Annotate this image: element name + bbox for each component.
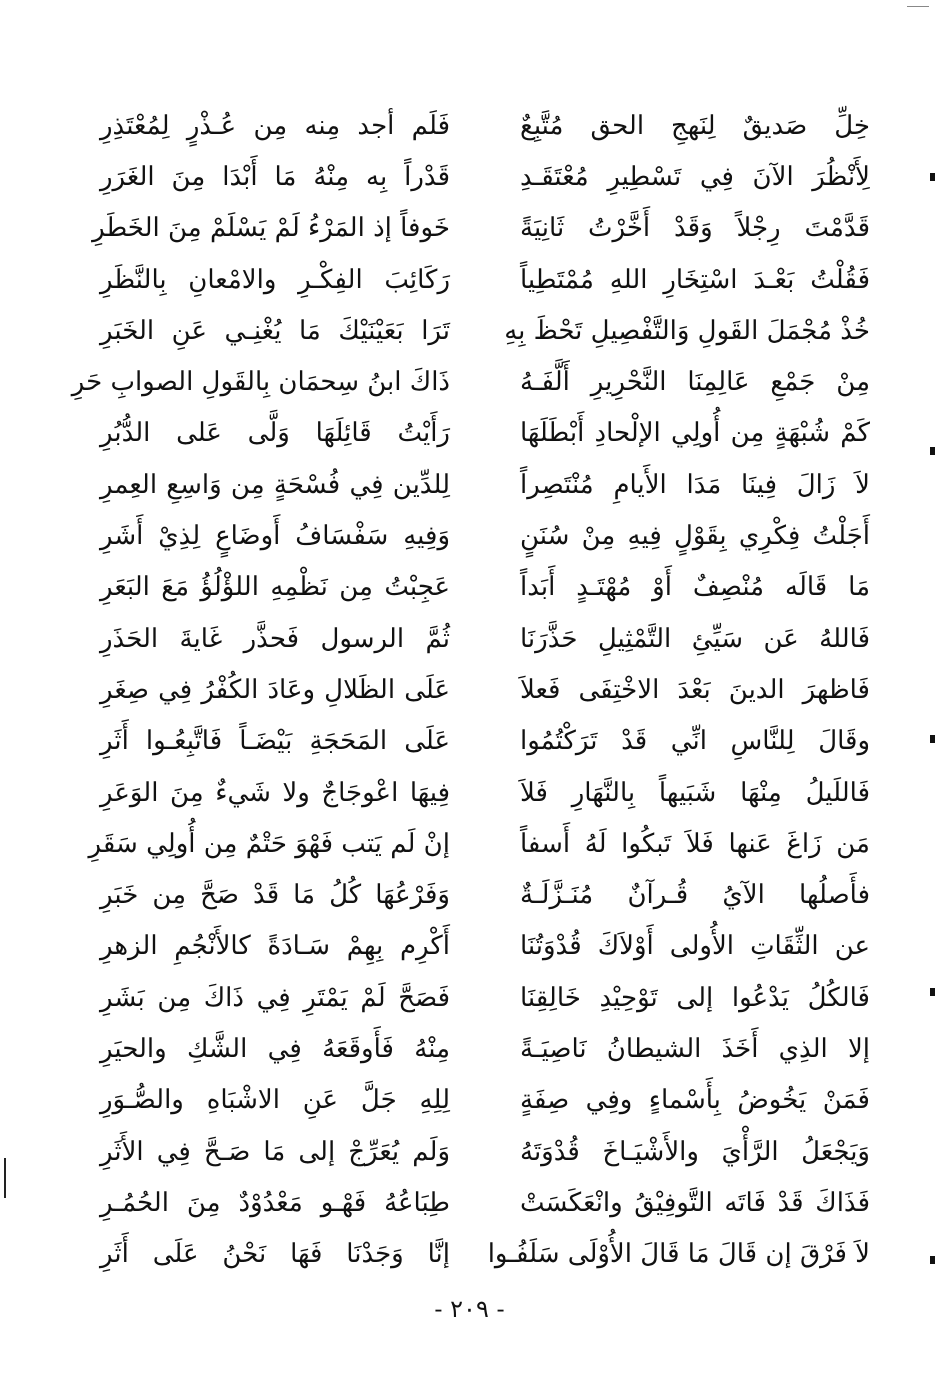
verse-right-hemistich: فَاللَيلُ مِنْهَا شَبَيهاً بِالنَّهَارِ فَلاَ <box>520 777 870 808</box>
verse-line <box>100 562 870 613</box>
verse-right-hemistich: أَجَلْتُ فِكْرِي بِقَوْلٍ فِيهِ مِنْ سُنَنٍ <box>520 521 870 552</box>
verse-left-hemistich: رَأَيْتُ قَائِلَهَا وَلَّى عَلى الدُّبُرِ <box>100 418 450 449</box>
verse-right-hemistich: فَاظهرَ الدينَ بَعْدَ الاخْتِفَى فَعلاَ <box>520 674 870 705</box>
verse-left-hemistich: ثُمَّ الرسول فَحذَّر غَايةَ الحَذَرِ <box>100 623 450 654</box>
scan-edge-mark <box>907 6 929 8</box>
verse-left-hemistich: ذَاكَ ابنُ سِحمَان بِالقَولِ الصوابِ حَرِ <box>71 367 450 398</box>
verse-left-hemistich: قَدْراً بِه مِنْهُ مَا أَبْدَا مِنَ الغَرَرِ <box>100 161 450 192</box>
page-number: - ٢٠٩ - <box>434 1295 505 1323</box>
verse-right-hemistich: فَالكُلُ يَدْعُوا إلى تَوْحِيْدِ خَالِقِنَا <box>520 982 870 1013</box>
verse-line <box>100 305 870 356</box>
verse-left-hemistich: فَلَم أجد مِنه مِن عُـذْرٍ لِمُعْتَذِرِ <box>100 110 450 141</box>
verse-line <box>100 1075 870 1126</box>
verse-left-hemistich: أَكْرِم بِهِمْ سَـادَةً كالأَنْجُمِ الزهرِ <box>100 931 450 962</box>
verse-left-hemistich: طِبَاعُهُ فَهْـو مَعْدُوْدٌ مِنَ الحُمُـرِ <box>100 1187 450 1218</box>
margin-dot <box>930 988 935 996</box>
verse-right-hemistich: وقَالَ لِلنَّاسِ انِّي قَدْ تَرَكْتُمُوا <box>520 726 870 757</box>
verse-left-hemistich: عَلَى المَحَجَةِ بَيْضَـاً فَاتَّبِعُـوا أَثَرِ <box>100 726 450 757</box>
verse-line <box>100 510 870 561</box>
verse-left-hemistich: رَكَائِبَ الفِكْـرِ والامْعانِ بِالنَّظَرِ <box>100 264 450 295</box>
verse-left-hemistich: وَلَم يُعَرِّجْ إلى مَا صَـحَّ فِي الأَثَرِ <box>100 1136 450 1167</box>
verse-line <box>100 100 870 151</box>
verse-right-hemistich: فَذَاكَ قَدْ فَاتَه التَّوفِيْقُ وانْعَكَسَتْ <box>520 1187 870 1218</box>
verse-left-hemistich: إنْ لَم يَتب فَهْوَ حَتْمٌ مِن أُولِي سَقَرِ <box>88 828 450 859</box>
verse-right-hemistich: فَمَنْ يَخُوضُ بِأَسْماءٍ وفِي صِفَةٍ <box>520 1085 870 1116</box>
verse-left-hemistich: وَفِيهِ سَفْسَافُ أَوضَاعٍ لِذِيْ أَشَرِ <box>100 521 450 552</box>
verse-line <box>100 1126 870 1177</box>
verse-right-hemistich: خُذْ مُجْمَلَ القَولِ وَالتَّفْصِيلِ تَحْظَ بِهِ <box>504 315 870 346</box>
verse-right-hemistich: إلا الذِي أَخَذَ الشيطانُ نَاصِيَـةً <box>520 1033 870 1064</box>
verse-left-hemistich: لِلِهِ جَلَّ عَنِ الاشْبَاهِ والصُّـوَرِ <box>100 1085 450 1116</box>
margin-dot <box>930 173 935 181</box>
verse-right-hemistich: وَيَجْعَلُ الرَّأْيَ والأَشْيَـاخَ قُدْوَتَهُ <box>520 1136 870 1167</box>
verse-right-hemistich: مَا قَالَه مُنْصِفٌ أَوْ مُهْتَـدٍ أَبَداً <box>520 572 870 603</box>
verse-line <box>100 1023 870 1074</box>
verse-line <box>100 972 870 1023</box>
verse-line <box>100 1229 870 1280</box>
verse-line <box>100 664 870 715</box>
verse-line <box>100 151 870 202</box>
verse-left-hemistich: فَصَحَّ لَمْ يَمْتَرِ فِي ذَاكَ مِن بَشَرِ <box>100 982 450 1013</box>
verse-line <box>100 921 870 972</box>
margin-dot <box>930 1256 935 1264</box>
margin-line <box>4 1158 6 1198</box>
verse-line <box>100 869 870 920</box>
verse-line <box>100 459 870 510</box>
verse-right-hemistich: مَن زَاغَ عَنها فَلاَ تَبكُوا لَهُ أَسفاً <box>520 828 870 859</box>
verse-right-hemistich: مِنْ جَمْعِ عَالِمِنَا النَّحْرِيرِ أَلَّفَـهُ <box>520 367 870 398</box>
verse-left-hemistich: تَرَا بَعَيْنَيْكَ مَا يُغْنِـي عَنِ الخَبَرِ <box>100 315 450 346</box>
verse-right-hemistich: كَمْ شُبْهَةٍ مِن أُولِي الإلْحادِ أَبْطَلَهَا <box>520 418 870 449</box>
verse-line <box>100 613 870 664</box>
verse-line <box>71 356 870 407</box>
verse-left-hemistich: إنَّا وَجَدْنَا فَهَا نَحْنُ عَلَى أَثَرِ <box>100 1239 450 1270</box>
verse-right-hemistich: فَاللهُ عَن سَيِّئِ التَّمْثِيلِ حَذَّرَنَا <box>520 623 870 654</box>
verse-right-hemistich: خِلِّ صَديقٌ لِنَهجِ الحق مُتَّبِعٌ <box>520 110 870 141</box>
verse-line <box>100 767 870 818</box>
verse-line <box>92 203 870 254</box>
poem-body <box>71 100 870 1280</box>
verse-left-hemistich: عَلَى الظَلالِ وعَادَ الكُفْرُ فِي صِغَرِ <box>100 674 450 705</box>
verse-left-hemistich: عَجِبْتُ مِن نَظْمِهِ اللؤْلُؤُ مَعَ البَعَرِ <box>100 572 450 603</box>
verse-left-hemistich: وَفَرْعُهَا كُلُ مَا قَدْ صَحَّ مِن خَبَرِ <box>100 880 450 911</box>
verse-right-hemistich: قَدَّمْتَ رِجْلاً وَقَدْ أَخَّرْتُ ثَانِيَةً <box>520 213 870 244</box>
verse-left-hemistich: مِنْهُ فَأَوقَعَهُ فِي الشَّكِ والحيَرِ <box>100 1033 450 1064</box>
verse-right-hemistich: لاَ فَرْقَ إن قَالَ مَا قَالَ الأُوْلَى سَلَفُـوا <box>487 1239 870 1270</box>
verse-line <box>100 716 870 767</box>
verse-right-hemistich: لِأَنْظُرَ الآنَ فِي تَسْطِيرِ مُعْتَقَـدِ <box>520 161 870 192</box>
verse-right-hemistich: فأَصلُها الآيُ قُـرآنٌ مُنَـزَّلَـةٌ <box>520 880 870 911</box>
verse-left-hemistich: خَوفاً إذ المَرْءُ لَمْ يَسْلَمْ مِنَ الخَطَرِ <box>92 213 450 244</box>
margin-dot <box>930 447 935 455</box>
verse-line <box>88 818 870 869</box>
verse-line <box>100 254 870 305</box>
verse-left-hemistich: فِيهَا اعْوجَاجٌ ولا شَيءٌ مِنَ الوَعَرِ <box>100 777 450 808</box>
verse-right-hemistich: لاَ زَالَ فِينَا مَدَا الأَيامِ مُنْتَصِراً <box>520 469 870 500</box>
verse-line <box>100 408 870 459</box>
verse-right-hemistich: فَقُلْتُ بَعْـدَ اسْتِخَارِ اللهِ مُمْتَطِياً <box>520 264 870 295</box>
verse-left-hemistich: لِلدِّين فِي فُسْحَةٍ مِن وَاسِعِ العِمرِ <box>100 469 450 500</box>
verse-right-hemistich: عن الثِّقَاتِ الأُولى أَوْلاَكَ قُدْوَتُنَا <box>520 931 870 962</box>
margin-dot <box>930 735 935 743</box>
verse-line <box>100 1177 870 1228</box>
